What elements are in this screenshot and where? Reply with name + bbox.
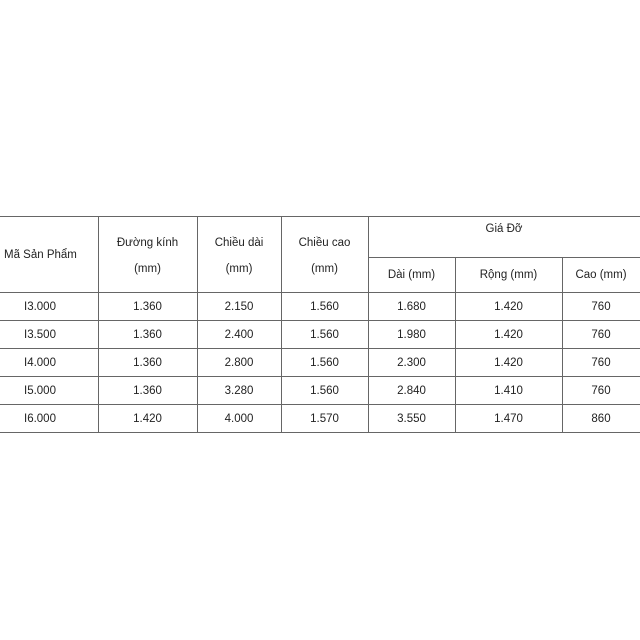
cell-stand-width: 1.410 [455, 377, 562, 405]
cell-height: 1.570 [281, 405, 368, 433]
cell-stand-length: 2.840 [368, 377, 455, 405]
cell-stand-length: 1.680 [368, 293, 455, 321]
cell-stand-width: 1.420 [455, 321, 562, 349]
header-stand-length: Dài (mm) [368, 258, 455, 293]
cell-length: 2.150 [197, 293, 281, 321]
cell-length: 2.400 [197, 321, 281, 349]
cell-height: 1.560 [281, 321, 368, 349]
cell-stand-length: 3.550 [368, 405, 455, 433]
header-height-unit: (mm) [311, 263, 338, 275]
cell-length: 2.800 [197, 349, 281, 377]
cell-stand-width: 1.420 [455, 293, 562, 321]
cell-stand-length: 1.980 [368, 321, 455, 349]
spec-table-grid [0, 216, 640, 433]
cell-diameter: 1.360 [98, 293, 197, 321]
cell-code: I3.500 [0, 321, 98, 349]
header-stand-group: Giá Đỡ [368, 217, 640, 258]
cell-stand-length: 2.300 [368, 349, 455, 377]
cell-stand-width: 1.470 [455, 405, 562, 433]
table-row [0, 293, 640, 321]
header-length [197, 217, 281, 293]
cell-length: 4.000 [197, 405, 281, 433]
cell-length: 3.280 [197, 377, 281, 405]
header-height-label: Chiều cao [298, 237, 351, 249]
header-diameter-label: Đường kính [116, 237, 179, 249]
header-length-unit: (mm) [225, 263, 253, 275]
cell-stand-height: 760 [562, 377, 640, 405]
cell-stand-width: 1.420 [455, 349, 562, 377]
table-row [0, 405, 640, 433]
cell-diameter: 1.360 [98, 349, 197, 377]
table-row [0, 349, 640, 377]
header-stand-width: Rộng (mm) [455, 258, 562, 293]
spec-table [0, 216, 640, 433]
cell-stand-height: 760 [562, 321, 640, 349]
cell-diameter: 1.420 [98, 405, 197, 433]
cell-height: 1.560 [281, 349, 368, 377]
cell-height: 1.560 [281, 293, 368, 321]
cell-stand-height: 860 [562, 405, 640, 433]
table-row [0, 321, 640, 349]
cell-code: I5.000 [0, 377, 98, 405]
cell-height: 1.560 [281, 377, 368, 405]
table-row [0, 377, 640, 405]
cell-diameter: 1.360 [98, 377, 197, 405]
header-diameter [98, 217, 197, 293]
cell-code: I6.000 [0, 405, 98, 433]
cell-stand-height: 760 [562, 349, 640, 377]
cell-stand-height: 760 [562, 293, 640, 321]
header-diameter-unit: (mm) [134, 263, 161, 275]
header-length-label: Chiều dài [214, 237, 264, 249]
header-height [281, 217, 368, 293]
cell-code: I4.000 [0, 349, 98, 377]
cell-diameter: 1.360 [98, 321, 197, 349]
cell-code: I3.000 [0, 293, 98, 321]
header-product-code: Mã Sản Phẩm [0, 217, 98, 293]
header-stand-height: Cao (mm) [562, 258, 640, 293]
